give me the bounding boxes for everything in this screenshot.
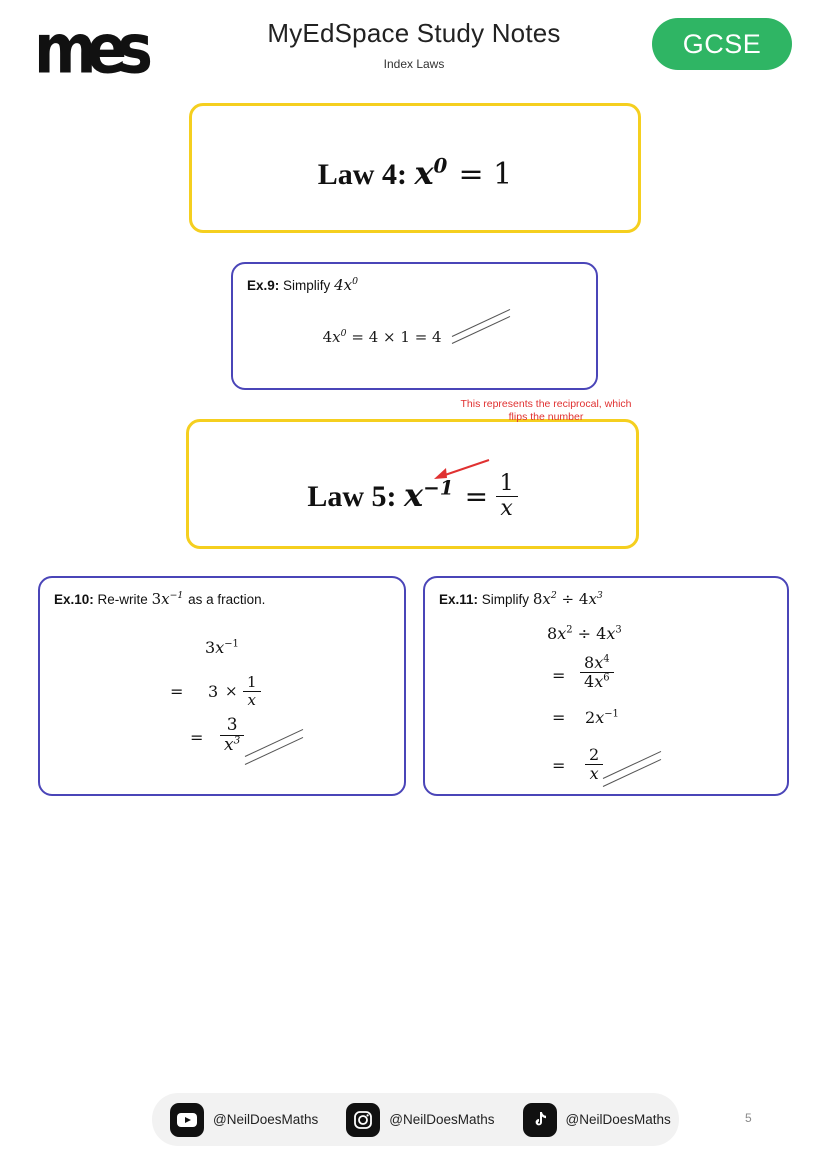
example-11-line-2 <box>425 650 787 702</box>
example-11-working <box>425 618 787 790</box>
ex10-l2-times: × <box>225 682 238 700</box>
social-link-tiktok[interactable] <box>523 1103 671 1137</box>
law-4-equals: = <box>458 157 484 192</box>
law-5-statement <box>307 470 517 521</box>
law-4-statement <box>317 153 513 192</box>
law-4-base: x <box>414 154 434 192</box>
ex11-l3-coeff: 2 <box>585 708 596 727</box>
ex11-a-coeff: 8 <box>532 590 543 608</box>
ex10-l2-coeff: 3 <box>208 682 219 701</box>
ex11-l1-div: ÷ <box>577 624 592 643</box>
ex11-b-coeff: 4 <box>578 590 589 608</box>
example-9-tag: Ex.9: <box>247 278 280 293</box>
example-9-working <box>233 324 596 346</box>
ex11-l4-equals: = <box>552 756 566 775</box>
ex10-l2-den: x <box>243 691 261 709</box>
instagram-handle: @NeilDoesMaths <box>389 1112 495 1127</box>
law-5-equals: = <box>464 479 489 513</box>
ex11-l1-b-coeff: 4 <box>596 624 607 643</box>
level-badge: GCSE <box>652 18 792 70</box>
example-10-instruction-before: Re-write <box>97 592 148 607</box>
ex11-l4-fraction <box>585 746 603 782</box>
ex11-b-exp: 3 <box>596 590 603 601</box>
ex10-l3-equals: = <box>190 728 204 747</box>
example-11-instruction: Simplify <box>481 592 530 607</box>
page-number: 5 <box>745 1111 752 1125</box>
example-9-expression: 4x <box>334 276 353 294</box>
example-9-instruction: Simplify <box>283 278 331 293</box>
ex10-l1-coeff: 3 <box>205 638 216 657</box>
ex9-lhs-var: x <box>332 328 341 346</box>
law-5-label: Law 5: <box>307 479 397 513</box>
youtube-icon <box>170 1103 204 1137</box>
example-9-box <box>231 262 598 390</box>
answer-underline-double <box>452 334 512 352</box>
example-10-line-3 <box>40 714 404 756</box>
ex11-a-exp: 2 <box>550 590 557 601</box>
ex11-l4-num: 2 <box>589 745 600 764</box>
ex9-lhs-exp: 0 <box>340 328 347 339</box>
ex9-answer: 4 <box>432 328 442 346</box>
example-11-prompt <box>439 590 603 608</box>
ex11-l1-a-coeff: 8 <box>547 624 558 643</box>
page-subtitle: Index Laws <box>383 57 445 71</box>
example-10-instruction-after: as a fraction. <box>188 592 266 607</box>
social-link-instagram[interactable] <box>346 1103 494 1137</box>
example-10-coeff: 3 <box>151 590 162 608</box>
law-4-box <box>189 103 641 233</box>
ex11-a-var: x <box>542 590 551 608</box>
ex11-l3-var: x <box>595 708 605 727</box>
ex11-l4-den: x <box>585 764 603 783</box>
ex10-l3-fraction <box>220 716 244 754</box>
ex11-l1-b-var: x <box>606 624 616 643</box>
law-5-fraction <box>496 472 518 521</box>
ex11-l3-exp: −1 <box>604 708 619 720</box>
law-4-label: Law 4: <box>317 158 407 191</box>
law-4-result: 1 <box>493 157 513 192</box>
social-footer <box>152 1093 679 1146</box>
ex11-l2-equals: = <box>552 666 566 685</box>
example-11-line-3 <box>425 702 787 744</box>
example-9-expression-exponent: 0 <box>352 276 359 287</box>
example-10-working <box>40 630 404 756</box>
example-10-line-1 <box>40 630 404 672</box>
ex10-l3-num: 3 <box>226 715 238 735</box>
example-11-line-1 <box>425 618 787 650</box>
ex10-l1-var: x <box>215 638 225 657</box>
ex11-l2-numerator: $8x^4$ <box>584 653 610 672</box>
example-10-line-2 <box>40 672 404 714</box>
example-10-var: x <box>161 590 170 608</box>
instagram-icon <box>346 1103 380 1137</box>
ex11-l1-b-exp: 3 <box>615 624 622 636</box>
brand-logo: mes <box>34 9 143 90</box>
example-11-tag: Ex.11: <box>439 592 479 607</box>
ex10-l3-den: $x^3$ <box>220 735 244 755</box>
ex9-eq2: = <box>414 328 428 346</box>
ex11-l1-a-var: x <box>557 624 567 643</box>
law-5-base: x <box>404 475 424 514</box>
ex9-eq1: = <box>351 328 364 346</box>
ex11-l2-denominator: $4x^6$ <box>580 672 614 691</box>
law-5-box <box>186 398 639 549</box>
page-title: MyEdSpace Study Notes <box>267 18 561 48</box>
example-10-tag: Ex.10: <box>54 592 94 607</box>
example-11-line-4 <box>425 744 787 790</box>
example-10-answer-underline <box>245 752 305 770</box>
ex10-l2-num: 1 <box>247 673 257 691</box>
example-10-prompt <box>54 590 265 608</box>
tiktok-handle: @NeilDoesMaths <box>565 1112 671 1127</box>
example-10-exp: −1 <box>169 590 184 601</box>
social-link-youtube[interactable] <box>170 1103 318 1137</box>
ex9-lhs-coeff: 4 <box>322 328 333 346</box>
ex10-l1-exp: −1 <box>224 638 239 650</box>
youtube-handle: @NeilDoesMaths <box>213 1112 319 1127</box>
example-10-box <box>38 576 406 796</box>
example-11-answer-underline <box>603 774 663 792</box>
ex11-l2-fraction <box>580 654 614 690</box>
ex11-b-var: x <box>588 590 597 608</box>
page-header <box>0 0 828 92</box>
law-5-fraction-numerator: 1 <box>499 470 514 496</box>
ex9-step: 4 × 1 <box>368 328 410 346</box>
ex11-div: ÷ <box>561 590 575 608</box>
law-4-exponent: 0 <box>433 153 448 178</box>
ex10-l2-equals: = <box>170 682 184 701</box>
ex11-l3-equals: = <box>552 708 566 727</box>
law-5-fraction-denominator: x <box>496 496 518 521</box>
example-11-box <box>423 576 789 796</box>
law-5-exponent: −1 <box>423 474 454 499</box>
ex11-l1-a-exp: 2 <box>566 624 573 636</box>
law-5-annotation: This represents the reciprocal, which flips the number <box>460 398 632 424</box>
example-9-prompt <box>247 276 358 294</box>
tiktok-icon <box>523 1103 557 1137</box>
ex10-l2-fraction <box>243 674 261 708</box>
